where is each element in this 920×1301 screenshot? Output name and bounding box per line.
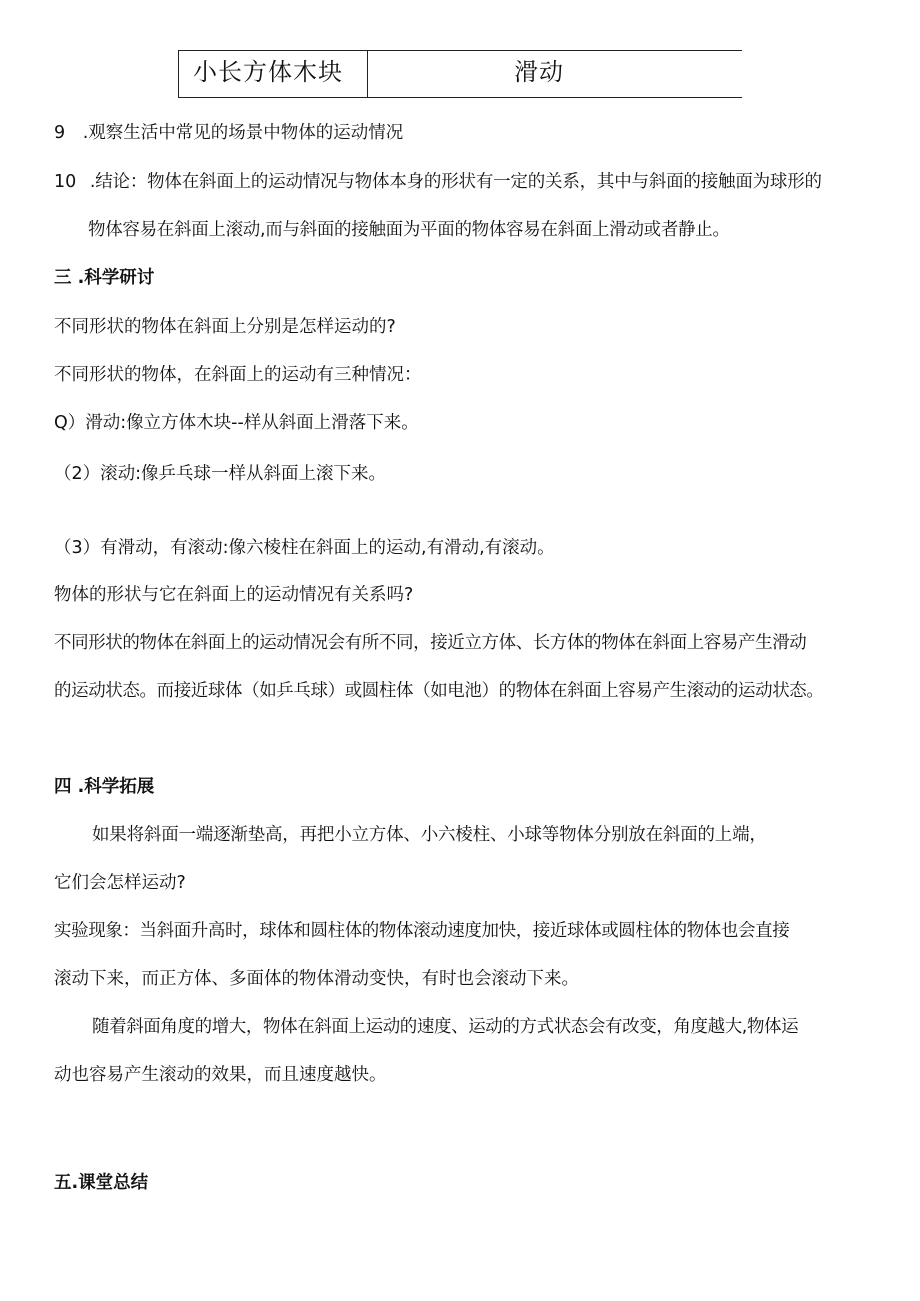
section-4-para-2-line-1: 随着斜面角度的增大，物体在斜面上运动的速度、运动的方式状态会有改变，角度越大,物体运 [92, 1017, 799, 1037]
item-10 [54, 170, 822, 194]
section-3-answer-2-line-1: 不同形状的物体在斜面上的运动情况会有所不同，接近立方体、长方体的物体在斜面上容易产生滑动 [54, 633, 807, 653]
section-4-heading: 四 .科学拓展 [54, 777, 155, 797]
section-5-heading: 五.课堂总结 [54, 1173, 149, 1193]
section-3-question-2: 物体的形状与它在斜面上的运动情况有关系吗? [54, 585, 414, 605]
section-4-para-2-line-2: 动也容易产生滚动的效果，而且速度越快。 [54, 1065, 387, 1085]
section-3-case-3: （3）有滑动，有滚动:像六棱柱在斜面上的运动,有滑动,有滚动。 [54, 538, 555, 558]
item-10-text-line1: .结论：物体在斜面上的运动情况与物体本身的形状有一定的关系，其中与斜面的接触面为球形的 [89, 172, 822, 192]
item-9-number: 9 [54, 123, 66, 143]
item-10-number: 10 [54, 172, 77, 192]
section-3-case-1: Q）滑动:像立方体木块--样从斜面上滑落下来。 [54, 413, 419, 433]
object-motion-table [178, 50, 742, 100]
item-10-text-line2: 物体容易在斜面上滚动,而与斜面的接触面为平面的物体容易在斜面上滑动或者静止。 [88, 220, 730, 240]
item-9-text: .观察生活中常见的场景中物体的运动情况 [82, 123, 404, 143]
section-3-question-1: 不同形状的物体在斜面上分别是怎样运动的? [54, 317, 396, 337]
section-3-answer-1-intro: 不同形状的物体，在斜面上的运动有三种情况： [54, 365, 422, 385]
section-4-phenomenon-line-2: 滚动下来，而正方体、多面体的物体滑动变快，有时也会滚动下来。 [54, 969, 579, 989]
section-4-para-1-line-2: 它们会怎样运动? [54, 873, 186, 893]
table-cell-motion [368, 50, 742, 98]
section-3-case-2: （2）滚动:像乒乓球一样从斜面上滚下来。 [54, 464, 387, 484]
item-9 [54, 121, 403, 145]
section-3-answer-2-line-2: 的运动状态。而接近球体（如乒乓球）或圆柱体（如电池）的物体在斜面上容易产生滚动的运动状态。 [54, 681, 824, 701]
section-4-para-1-line-1: 如果将斜面一端逐渐垫高，再把小立方体、小六棱柱、小球等物体分别放在斜面的上端， [92, 825, 767, 845]
motion-label: 滑动 [514, 58, 564, 86]
table-cell-object [178, 50, 368, 98]
object-label: 小长方体木块 [193, 58, 343, 86]
section-3-heading: 三 .科学研讨 [54, 268, 155, 288]
section-4-phenomenon-line-1: 实验现象：当斜面升高时，球体和圆柱体的物体滚动速度加快，接近球体或圆柱体的物体也会直接 [54, 921, 790, 941]
